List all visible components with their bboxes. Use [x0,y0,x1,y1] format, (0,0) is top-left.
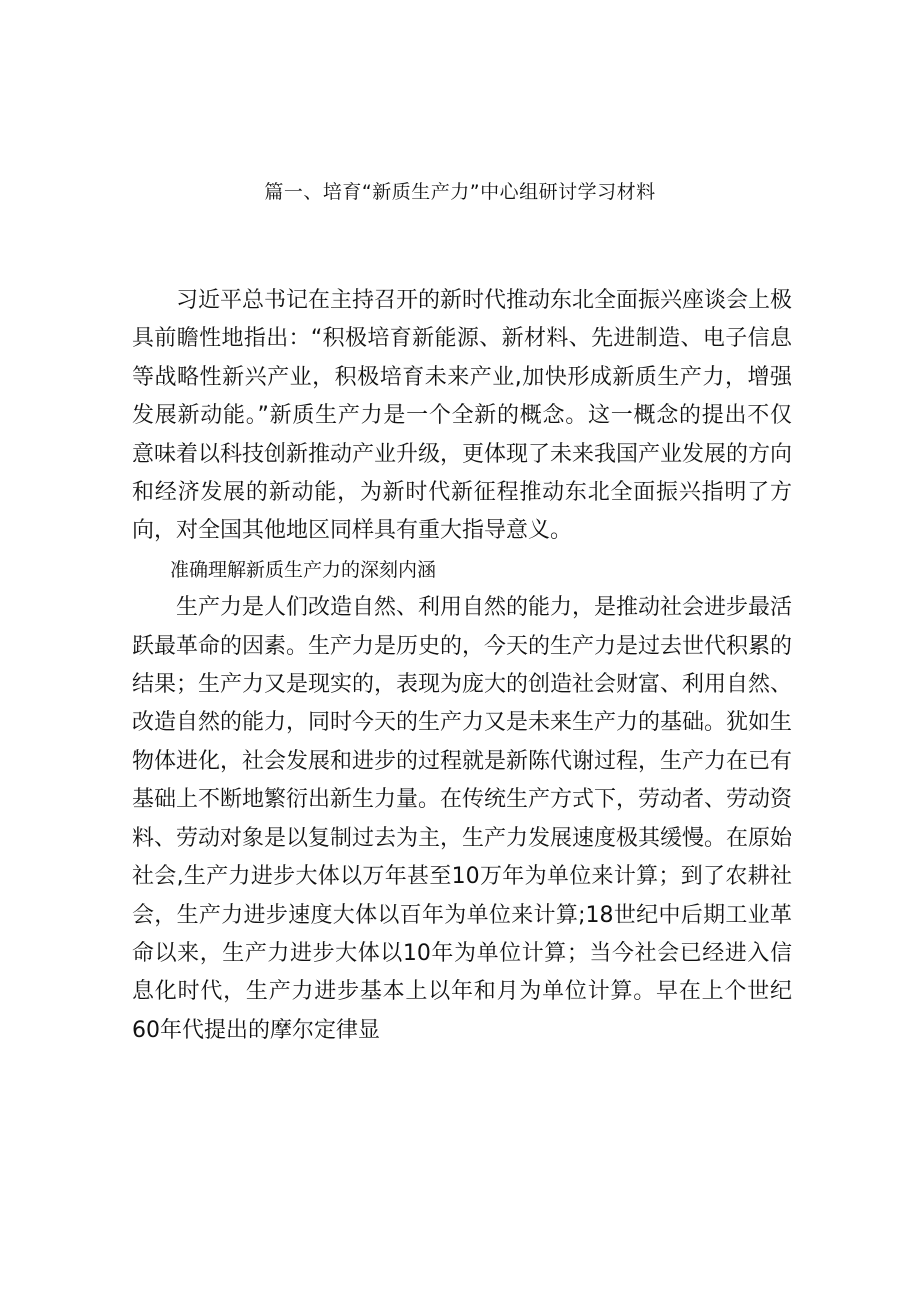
document-title: 篇一、培育“新质生产力”中心组研讨学习材料 [264,181,656,203]
section-heading: 准确理解新质生产力的深刻内涵 [170,558,437,581]
paragraph-intro: 习近平总书记在主持召开的新时代推动东北全面振兴座谈会上极具前瞻性地指出：“积极培育新能源、新材料、先进制造、电子信息等战略性新兴产业，积极培育未来产业,加快形成新质生产力，增强发展新动能。”新质生产力是一个全新的概念。这一概念的提出不仅意味着以科技创新推动产业升级，更体现了未来我国产业发展的方向和经济发展的新动能，为新时代新征程推动东北全面振兴指明了方向，对全国其他地区同样具有重大指导意义。 [132,288,793,544]
paragraph-productivity: 生产力是人们改造自然、利用自然的能力，是推动社会进步最活跃最革命的因素。生产力是历史的，今天的生产力是过去世代积累的结果；生产力又是现实的，表现为庞大的创造社会财富、利用自然、改造自然的能力，同时今天的生产力又是未来生产力的基础。犹如生物体进化，社会发展和进步的过程就是新陈代谢过程，生产力在已有基础上不断地繁衍出新生力量。在传统生产方式下，劳动者、劳动资料、劳动对象是以复制过去为主，生产力发展速度极其缓慢。在原始社会,生产力进步大体以万年甚至10万年为单位来计算；到了农耕社会，生产力进步速度大体以百年为单位来计算;18世纪中后期工业革命以来，生产力进步大体以10年为单位计算；当今社会已经进入信息化时代，生产力进步基本上以年和月为单位计算。早在上个世纪60年代提出的摩尔定律显 [132,595,793,1043]
document-body [132,282,792,1050]
